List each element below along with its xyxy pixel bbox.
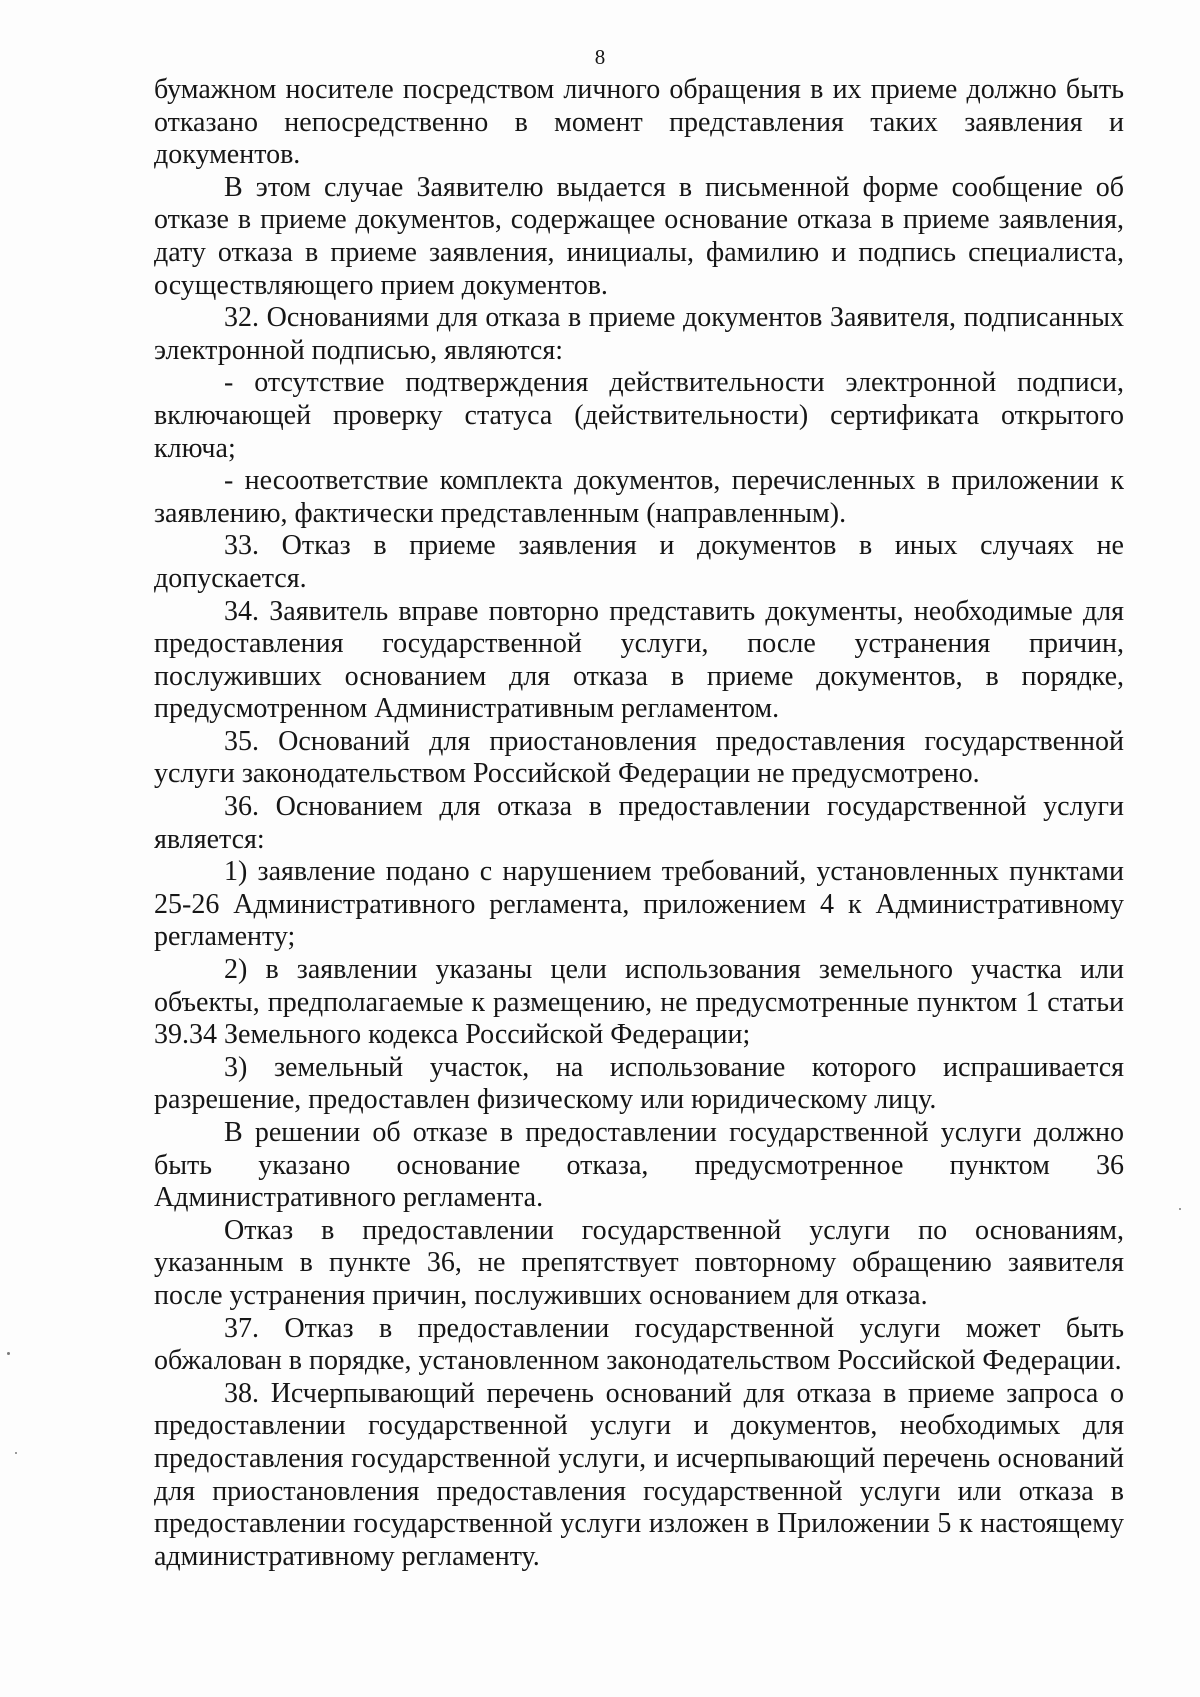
scan-speck [15,1452,17,1454]
paragraph-decision-reason: В решении об отказе в предоставлении государственной услуги должно быть указано основание отказа, предусмотренное пунктом 36 Административного регламента. [154,1117,1124,1214]
clause-35: 35. Оснований для приостановления предоставления государственной услуги законодательством Российской Федерации не предусмотрено. [154,725,1124,790]
paragraph-refusal-notice: В этом случае Заявителю выдается в письменной форме сообщение об отказе в приеме документов, содержащее основание отказа в приеме заявления, дату отказа в приеме заявления, инициалы, фамилию и подпись специалиста, осуществляющего прием документов. [154,171,1124,301]
clause-32-item-1: - отсутствие подтверждения действительности электронной подписи, включающей проверку статуса (действительности) сертификата открытого ключа; [154,367,1124,464]
paragraph-continuation: бумажном носителе посредством личного обращения в их приеме должно быть отказано непосредственно в момент представления таких заявления и документов. [154,74,1124,171]
paragraph-repeat-application: Отказ в предоставлении государственной услуги по основаниям, указанным в пункте 36, не препятствует повторному обращению заявителя после устранения причин, послуживших основанием для отказа. [154,1214,1124,1311]
document-body [154,74,1124,1573]
scan-speck [1179,1208,1181,1210]
clause-36-item-1: 1) заявление подано с нарушением требований, установленных пунктами 25-26 Административного регламента, приложением 4 к Административному регламенту; [154,856,1124,953]
clause-33: 33. Отказ в приеме заявления и документов в иных случаях не допускается. [154,530,1124,594]
scan-speck [7,1352,10,1355]
clause-32: 32. Основаниями для отказа в приеме документов Заявителя, подписанных электронной подписью, являются: [154,302,1124,366]
clause-34: 34. Заявитель вправе повторно представить документы, необходимые для предоставления государственной услуги, после устранения причин, послуживших основанием для отказа в приеме документов, в порядке, предусмотренном Административным регламентом. [154,595,1124,725]
clause-32-item-2: - несоответствие комплекта документов, перечисленных в приложении к заявлению, фактически представленным (направленным). [154,465,1124,529]
clause-36: 36. Основанием для отказа в предоставлении государственной услуги является: [154,791,1124,855]
clause-38: 38. Исчерпывающий перечень оснований для отказа в приеме запроса о предоставлении государственной услуги и документов, необходимых для предоставления государственной услуги, и исчерпывающий перечень оснований для приостановления предоставления государственной услуги или отказа в предоставлении государственной услуги изложен в Приложении 5 к настоящему административному регламенту. [154,1377,1124,1572]
clause-36-item-3: 3) земельный участок, на использование которого испрашивается разрешение, предоставлен физическому или юридическому лицу. [154,1051,1124,1116]
clause-36-item-2: 2) в заявлении указаны цели использования земельного участка или объекты, предполагаемые к размещению, не предусмотренные пунктом 1 статьи 39.34 Земельного кодекса Российской Федерации; [154,954,1124,1051]
clause-37: 37. Отказ в предоставлении государственной услуги может быть обжалован в порядке, установленном законодательством Российской Федерации. [154,1312,1124,1377]
page-number: 8 [594,45,606,69]
